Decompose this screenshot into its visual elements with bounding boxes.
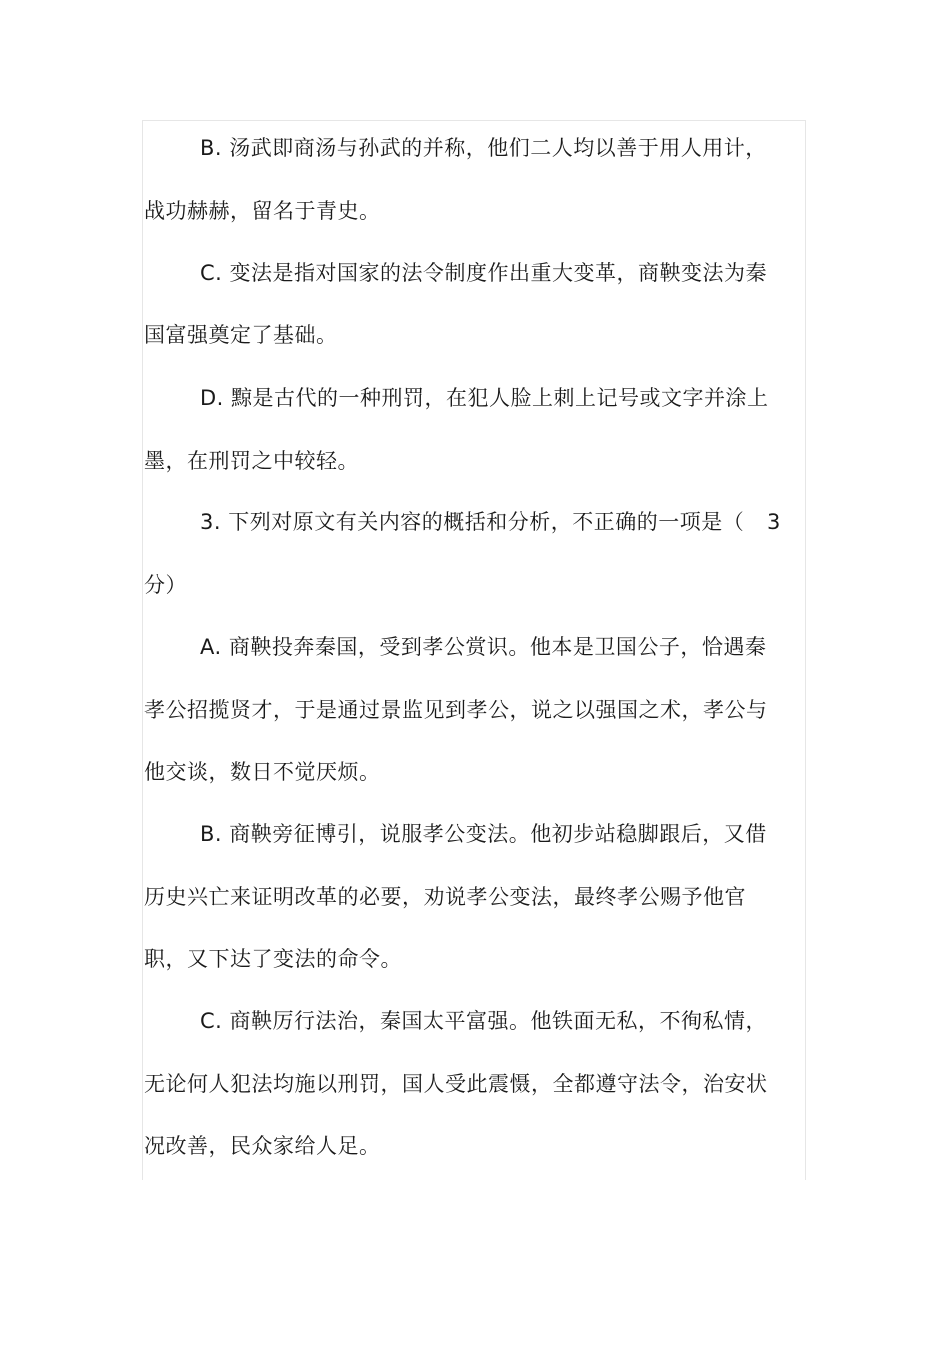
q3-option-a-line-2: 孝公招揽贤才，于是通过景监见到孝公，说之以强国之术，孝公与 <box>144 698 768 722</box>
option-b-line-2: 战功赫赫，留名于青史。 <box>144 199 381 223</box>
question-3-score: 3 <box>767 510 781 534</box>
q3-option-b-line-1: B. 商鞅旁征博引，说服孝公变法。他初步站稳脚跟后，又借 <box>200 822 767 846</box>
option-c-line-1: C. 变法是指对国家的法令制度作出重大变革，商鞅变法为秦 <box>200 261 768 285</box>
q3-option-b-line-3: 职，又下达了变法的命令。 <box>144 947 402 971</box>
option-c-line-2: 国富强奠定了基础。 <box>144 323 338 347</box>
question-3-stem: 3. 下列对原文有关内容的概括和分析，不正确的一项是（ <box>200 510 745 534</box>
question-3-stem-cont: 分） <box>144 573 187 597</box>
q3-option-a-line-1: A. 商鞅投奔秦国，受到孝公赏识。他本是卫国公子，恰遇秦 <box>200 635 767 659</box>
q3-option-c-line-3: 况改善，民众家给人足。 <box>144 1134 381 1158</box>
q3-option-c-line-1: C. 商鞅厉行法治，秦国太平富强。他铁面无私，不徇私情， <box>200 1009 768 1033</box>
option-b-line-1: B. 汤武即商汤与孙武的并称，他们二人均以善于用人用计， <box>200 136 767 160</box>
q3-option-c-line-2: 无论何人犯法均施以刑罚，国人受此震慑，全都遵守法令，治安状 <box>144 1072 768 1096</box>
option-d-line-1: D. 黥是古代的一种刑罚，在犯人脸上刺上记号或文字并涂上 <box>200 386 769 410</box>
option-d-line-2: 墨，在刑罚之中较轻。 <box>144 449 359 473</box>
q3-option-a-line-3: 他交谈，数日不觉厌烦。 <box>144 760 381 784</box>
q3-option-b-line-2: 历史兴亡来证明改革的必要，劝说孝公变法，最终孝公赐予他官 <box>144 885 746 909</box>
